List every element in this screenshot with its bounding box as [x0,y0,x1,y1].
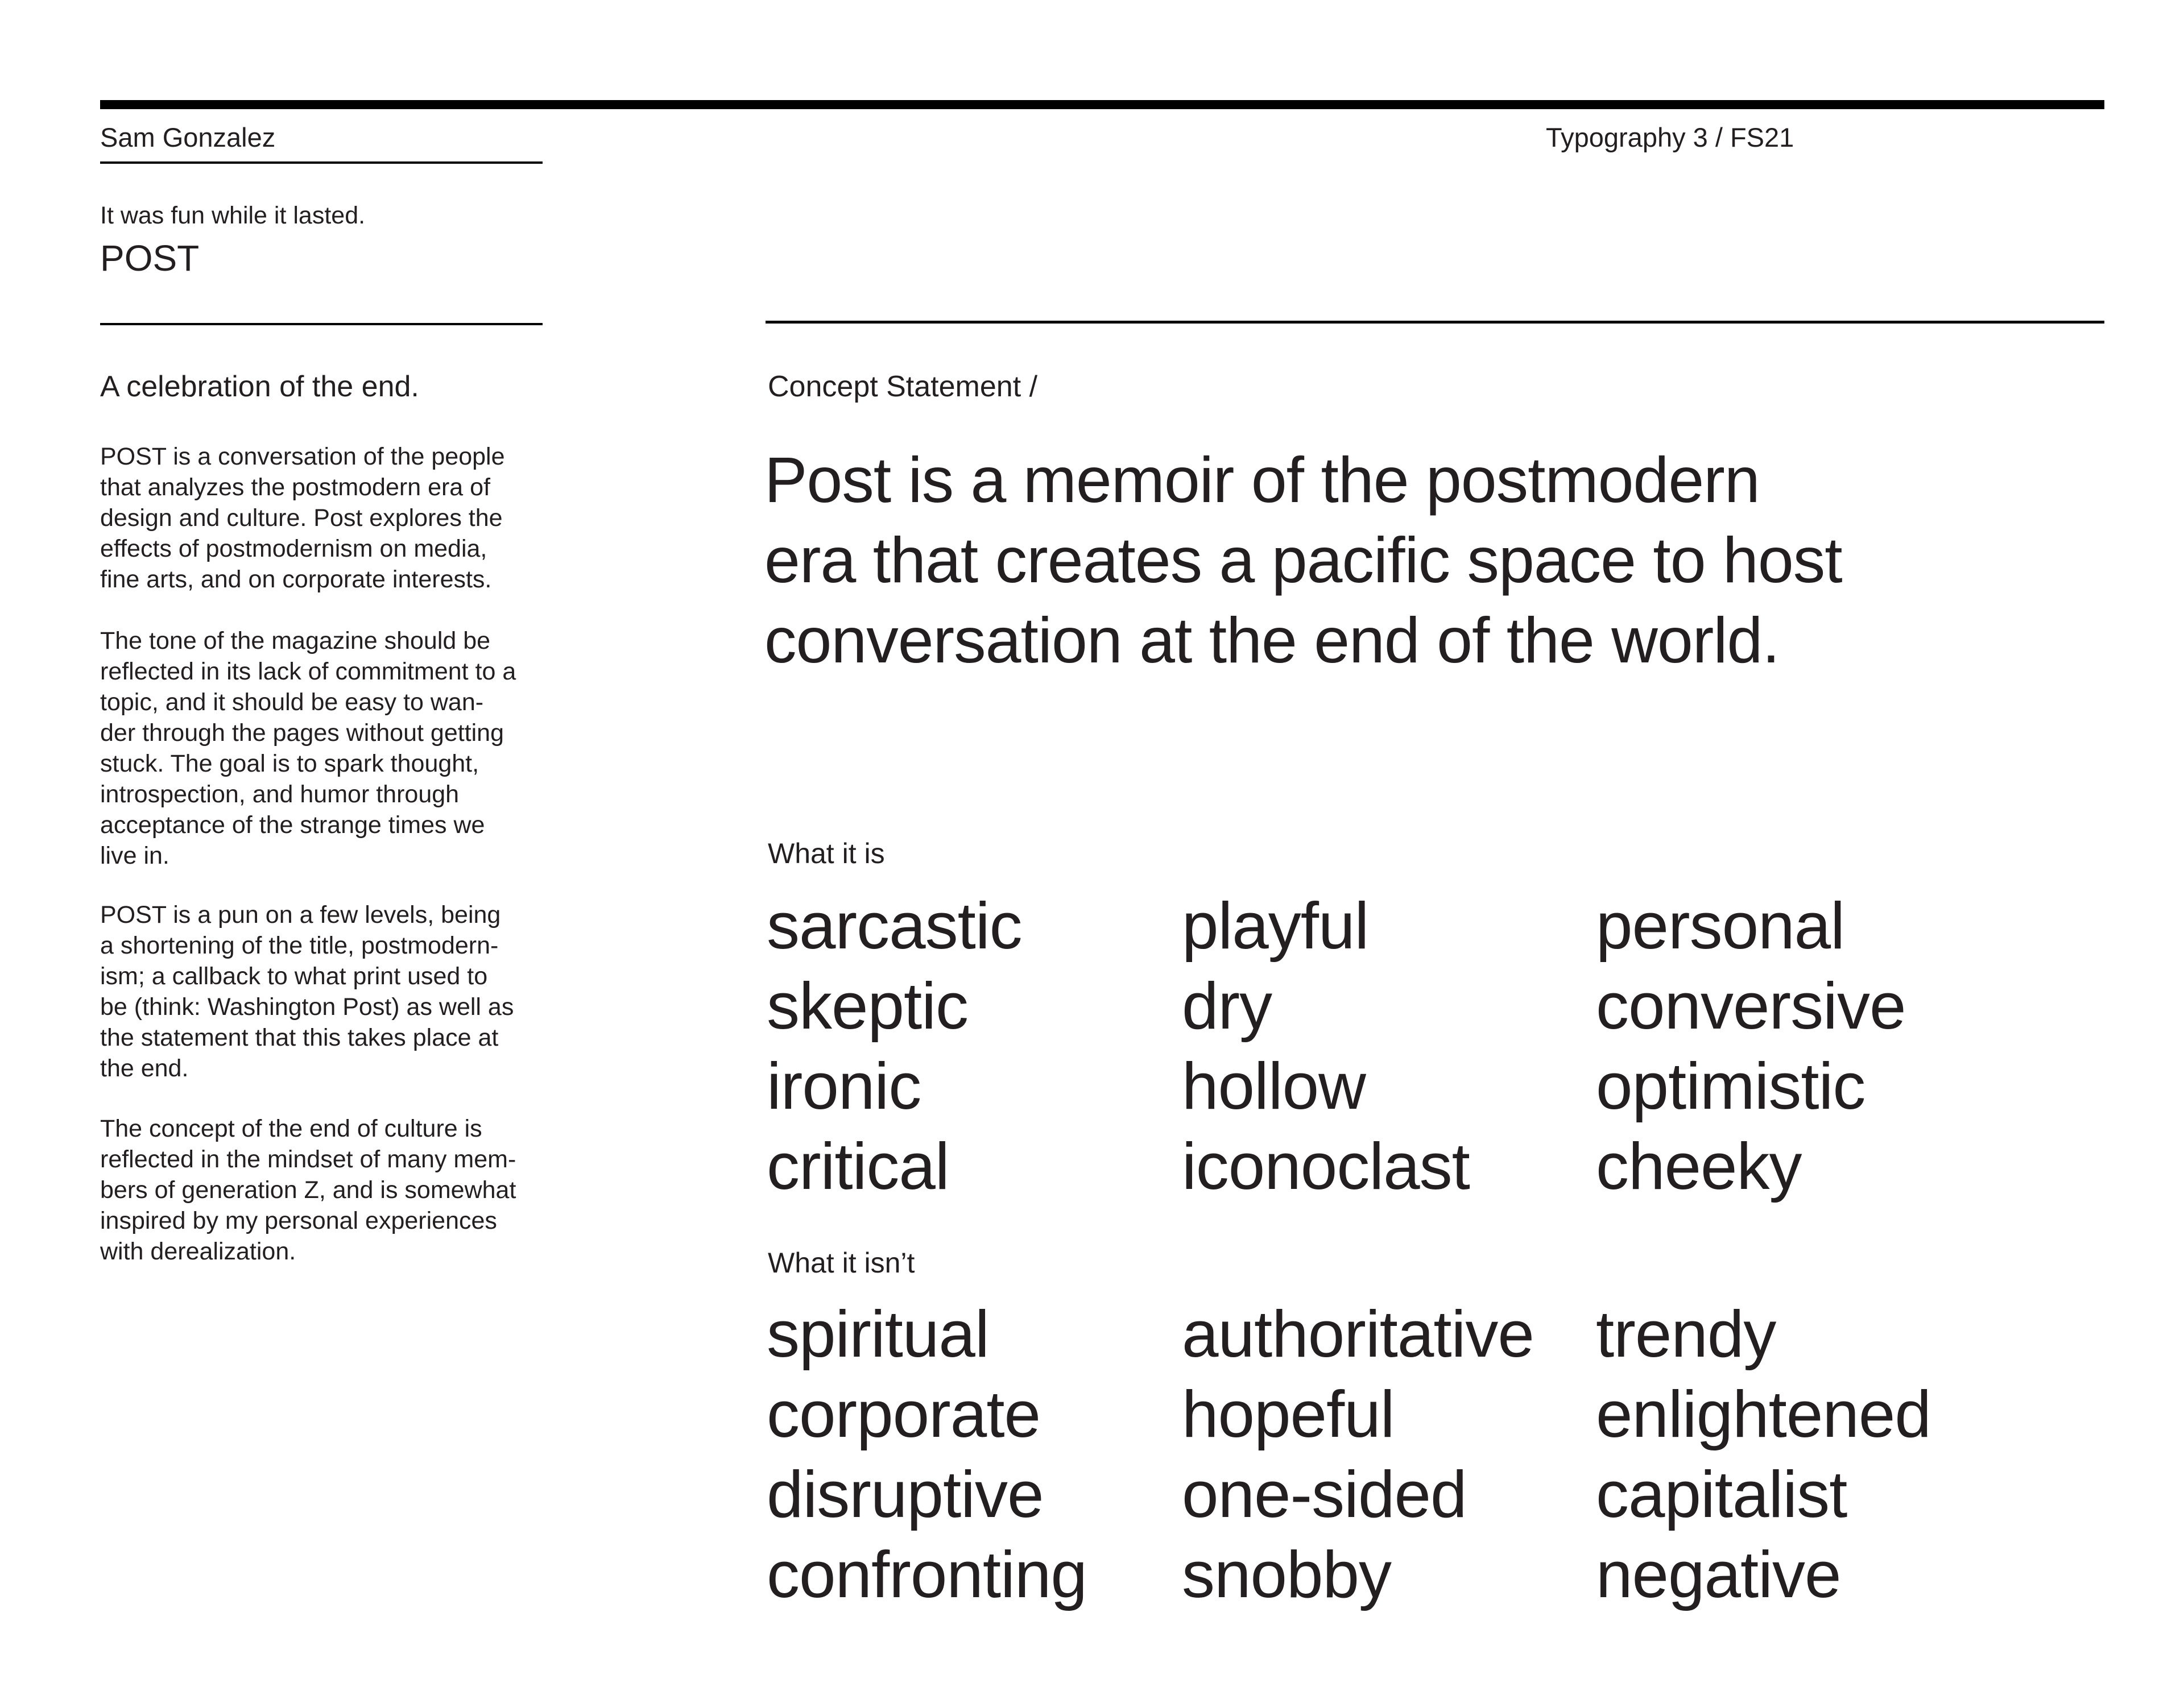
magazine-title: POST [100,238,200,279]
word-item: capitalist [1596,1457,1847,1531]
top-rule [100,100,2104,109]
concept-rule [766,321,2104,324]
concept-line: conversation at the end of the world. [764,604,1780,676]
word-item: skeptic [767,969,969,1043]
word-item: dry [1182,969,1272,1043]
word-item: cheeky [1596,1129,1802,1203]
word-item: optimistic [1596,1049,1866,1123]
word-item: personal [1596,889,1844,963]
what-it-isnt-column [1596,1294,1931,1615]
author-underline [100,161,543,164]
sidebar-paragraph: The tone of the magazine should be reflected in its lack of commitment to a topic, and it should be easy to wan- der through the pages without getting stuck. The goal is to spark thought, introspection, and humor through acceptance of the strange times we live in. [100,627,516,869]
word-item: trendy [1596,1297,1776,1371]
word-item: snobby [1182,1537,1392,1611]
what-it-is-column [1596,886,1905,1207]
what-it-is-column [1182,886,1470,1207]
what-it-is-column [767,886,1022,1207]
word-item: playful [1182,889,1369,963]
what-it-is-label: What it is [768,838,885,869]
what-it-isnt-label: What it isn’t [768,1247,915,1279]
sidebar-title-rule [100,323,543,325]
concept-label: Concept Statement / [768,370,1038,403]
word-item: ironic [767,1049,921,1123]
sidebar-paragraph: POST is a pun on a few levels, being a shortening of the title, postmodern- ism; a callback to what print used to be (think: Washington Post) as well as the statement that this takes place at the end. [100,901,514,1082]
word-item: sarcastic [767,889,1022,963]
sidebar-paragraph: POST is a conversation of the people that analyzes the postmodern era of design and culture. Post explores the effects of postmodernism on media, fine arts, and on corporate interests. [100,443,505,593]
concept-line: era that creates a pacific space to host [764,524,1842,596]
what-it-isnt-column [1182,1294,1534,1615]
word-item: confronting [767,1537,1087,1611]
word-item: disruptive [767,1457,1044,1531]
sidebar-paragraph: The concept of the end of culture is reflected in the mindset of many mem- bers of generation Z, and is somewhat inspired by my personal experiences with derealization. [100,1115,516,1265]
word-item: hopeful [1182,1377,1395,1451]
word-item: enlightened [1596,1377,1931,1451]
concept-statement [764,440,1842,681]
what-it-isnt-column [767,1294,1087,1615]
course-label: Typography 3 / FS21 [1546,122,1794,152]
word-item: conversive [1596,969,1906,1043]
word-item: authoritative [1182,1297,1534,1371]
concept-line: Post is a memoir of the postmodern [764,444,1760,516]
word-item: one-sided [1182,1457,1467,1531]
word-item: negative [1596,1537,1841,1611]
word-item: corporate [767,1377,1041,1451]
tagline: It was fun while it lasted. [100,202,366,229]
word-item: critical [767,1129,949,1203]
sidebar-subtitle: A celebration of the end. [100,370,419,403]
word-item: spiritual [767,1297,989,1371]
word-item: hollow [1182,1049,1366,1123]
author-name: Sam Gonzalez [100,122,276,152]
word-item: iconoclast [1182,1129,1470,1203]
